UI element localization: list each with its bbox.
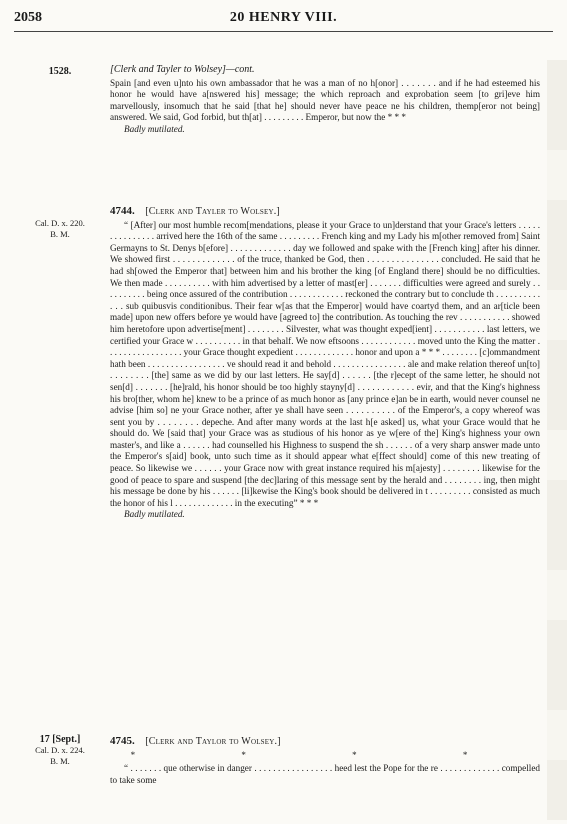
page-number: 2058: [14, 10, 42, 25]
entry-4744-number: 4744.: [110, 205, 135, 217]
entry-4744-source: B. M.: [50, 229, 70, 239]
entry-4744-text: “ [After] our most humble recom[mendations, please it your Grace to un]derstand that your Grace's letters . . . . . . . . . . . . . . . arrived here the 16th of the same . . . . . . . . . French king and my Lady his m[other removed from] Saint Germayns to St. Denys b[efore] . . . . . . . . . . . . . day we followed and spake with the [French king] after his dinner. We showed first . . . . . . . . . . . . . of the truce, thanked be God, then . . . . . . . . . . . . . . . concluded. He said that he had sh[owed the Emperor that] between him and his brother the king [of England there] should be no difficulties. We then made . . . . . . . . . . with him advertised by a letter of mast[er] . . . . . . . difficulties were agreed and surely . . . . . . . . . . being once assured of the contribution . . . . . . . . . . . . reckoned the contrary but to conclude th . . . . . . . . . . . . . sub quibusvis conditionibus. Their fear w[as that the Emperor] would have coartyd them, and an ar[ticle been made] upon new offers before ye would have [agreed to] the contribution. As touching the rev . . . . . . . . . . . showed him heretofore upon advertise[ment] . . . . . . . . Silvester, what was thought exped[ient] . . . . . . . . . . . last letters, we certified your Grace w . . . . . . . . . . in that behalf. We now eftsoons . . . . . . . . . . . . moved unto the King the matter . . . . . . . . . . . . . . . . . your Grace thought expedient . . . . . . . . . . . . . honor and upon a * * * . . . . . . . . [c]ommandment hath been . . . . . . . . . . . . . . . . . ve should read it and behold . . . . . . . . . . . . . . . . ale and make relation thereof un[to] . . . . . . . . [the] same as we did by our last letters. He say[d] . . . . . . [the r]ecept of the same letter, he should not sen[d] . . . . . . . [he]rald, his honor should be too highly stayny[d] . . . . . . . . . . . . evir, and that the King's highness his bro[ther, whom he] knew to be a prince of as much honor as [any prince e]an be in earth, would never counsel ne advise [him so] ne your Grace nother, after ye shall have seen . . . . . . . . . . of the Emperor's, a copy whereof was sent you by . . . . . . . . depeche. And after many words at the last h[e asked] us, what your Grace would that he should do. We [said that] your Grace was as studious of his honor as ye w[ere of the] King's highness your own master's, and like a . . . . . . had counselled his Highness to suspend the sh . . . . . . of a very sharp answer made unto the Emperor's s[aid] book, unto such time as it should appear what e[ffect should] come of this new treating of peace. So likewise we . . . . . . your Grace now with great instance required his m[ajesty] . . . . . . . . likewise for the good of peace to spare and suspend [the dec]laring of this message sent by the herald and . . . . . . . . ing, then might his message be done by his . . . . . . [li]kewise the King's book should be delivered in t . . . . . . . . . consisted as much the honor of his l . . . . . . . . . . . . . in the executing” * * *: [110, 219, 540, 508]
page-header: [0, 10, 567, 32]
entry-4743-heading: [Clerk and Tayler to Wolsey]—cont.: [110, 64, 255, 75]
entry-4744: [110, 206, 540, 521]
entry-4745-margin: [20, 734, 100, 767]
entry-4745: [110, 736, 540, 786]
running-head: 20 HENRY VIII.: [229, 10, 338, 25]
entry-4745-heading: [Clerk and Taylor to Wolsey.]: [145, 736, 281, 747]
entry-4745-heading-line: [110, 736, 540, 748]
entry-4744-reference: Cal. D. x. 220.: [35, 218, 85, 228]
entry-4745-date: 17 [Sept.]: [39, 734, 81, 745]
year-label: 1528.: [48, 66, 72, 77]
entry-4745-reference: Cal. D. x. 224.: [35, 745, 85, 755]
library-watermark-strip: [547, 60, 567, 820]
entry-4743-mutilated-note: Badly mutilated.: [124, 123, 185, 134]
entry-4744-margin: [20, 218, 100, 240]
entry-4744-heading: [Clerk and Tayler to Wolsey.]: [145, 206, 280, 217]
entry-4745-number: 4745.: [110, 735, 135, 747]
margin-year: [20, 66, 100, 77]
entry-4745-source: B. M.: [50, 756, 70, 766]
entry-4743-continued: [110, 64, 540, 136]
entry-4744-heading-line: [110, 206, 540, 218]
header-rule: [14, 31, 553, 32]
entry-4745-text: “ . . . . . . . que otherwise in danger . . . . . . . . . . . . . . . . . heed lest the Pope for the re . . . . . . . . . . . . . compelled to take some: [110, 763, 540, 785]
entry-4743-text: Spain [and even u]nto his own ambassador that he was a man of no h[onor] . . . . . . . and if he had esteemed his honor he would have a[nswered his] message; the which reproach and exprobation seem [to gri]eve him marvellously, insomuch that he said [that he] should never have peace ne his children, themp[eror not being] answered. We said, God forbid, but th[at] . . . . . . . . . Emperor, but now the * * *: [110, 77, 540, 123]
entry-4744-mutilated-note: Badly mutilated.: [124, 509, 185, 520]
omission-stars: * * * *: [130, 749, 520, 760]
